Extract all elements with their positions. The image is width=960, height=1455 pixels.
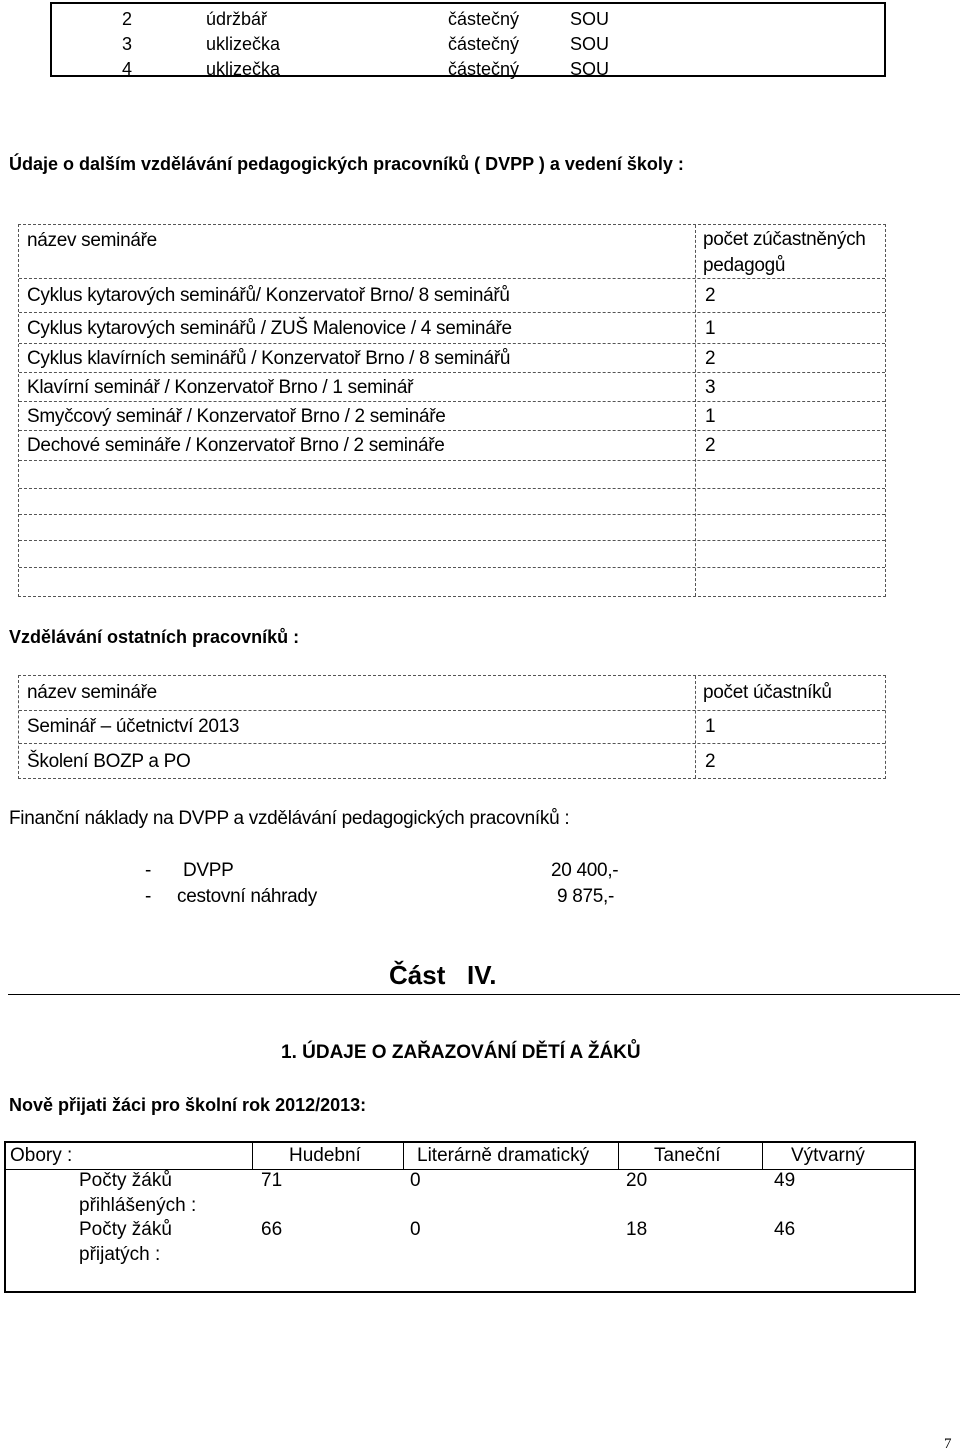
empty-row (19, 489, 885, 515)
empty-row (19, 541, 885, 568)
table-row (19, 279, 885, 313)
value-tanecni: 20 (626, 1170, 648, 1191)
cost-label: cestovní náhrady (177, 886, 317, 907)
participants-header: počet účastníků (703, 682, 832, 703)
table-row (19, 711, 885, 744)
other-staff-table (18, 675, 886, 779)
seminar-name: Dechové semináře / Konzervatoř Brno / 2 semináře (27, 435, 445, 456)
staff-role: uklizečka (206, 59, 281, 79)
staff-load: částečný (448, 59, 520, 79)
staff-no: 2 (122, 9, 133, 29)
staff-edu: SOU (570, 59, 610, 79)
seminar-count: 2 (705, 435, 716, 456)
cost-dash: - (145, 886, 152, 907)
seminar-count: 2 (705, 751, 716, 772)
dvpp-heading: Údaje o dalším vzdělávání pedagogických pracovníků ( DVPP ) a vedení školy : (9, 154, 684, 174)
obory-label: Obory : (10, 1145, 73, 1166)
staff-load: částečný (448, 34, 520, 54)
table-header-row (19, 225, 885, 279)
staff-role: údržbář (206, 9, 268, 29)
seminar-name: Seminář – účetnictví 2013 (27, 716, 240, 737)
seminar-name: Cyklus kytarových seminářů/ Konzervatoř Brno/ 8 seminářů (27, 285, 510, 306)
staff-no: 3 (122, 34, 133, 54)
part-title: Část IV. (389, 960, 497, 990)
costs-heading: Finanční náklady na DVPP a vzdělávání pedagogických pracovníků : (9, 808, 570, 829)
table-row (19, 431, 885, 461)
table-header-row (19, 676, 885, 711)
table-row (19, 744, 885, 780)
staff-no: 4 (122, 59, 133, 79)
admitted-heading: Nově přijati žáci pro školní rok 2012/2013: (9, 1095, 367, 1115)
staff-table (50, 2, 886, 77)
column-divider (762, 1143, 763, 1169)
value-hudebni: 71 (261, 1170, 283, 1191)
value-literarne: 0 (410, 1219, 421, 1240)
column-hudebni: Hudební (289, 1145, 361, 1166)
seminar-name: Školení BOZP a PO (27, 751, 191, 772)
column-divider (618, 1143, 619, 1169)
column-divider (252, 1143, 253, 1169)
cost-amount: 20 400,- (551, 860, 619, 881)
cost-amount: 9 875,- (557, 886, 615, 907)
column-tanecni: Taneční (654, 1145, 721, 1166)
row-label: Počty žáků (79, 1170, 172, 1191)
staff-edu: SOU (570, 9, 610, 29)
seminar-count: 1 (705, 406, 716, 427)
table-row (52, 32, 884, 57)
staff-load: částečný (448, 9, 520, 29)
column-vytvarny: Výtvarný (791, 1145, 865, 1166)
value-tanecni: 18 (626, 1219, 648, 1240)
seminar-count: 1 (705, 716, 716, 737)
empty-row (19, 461, 885, 489)
seminar-name: Klavírní seminář / Konzervatoř Brno / 1 seminář (27, 377, 414, 398)
table-row (52, 7, 884, 32)
value-literarne: 0 (410, 1170, 421, 1191)
table-row (19, 313, 885, 344)
column-literarne-dramaticky: Literárně dramatický (417, 1145, 590, 1166)
admissions-table (4, 1141, 916, 1293)
row-label: Počty žáků (79, 1219, 172, 1240)
seminar-count: 2 (705, 285, 716, 306)
divider (8, 994, 960, 995)
row-label: přihlášených : (79, 1195, 197, 1216)
row-label: přijatých : (79, 1244, 161, 1265)
participants-header-line2: pedagogů (703, 255, 786, 276)
empty-row (19, 568, 885, 598)
column-divider (403, 1143, 404, 1169)
seminar-table (18, 224, 886, 597)
seminar-name-header: název semináře (27, 230, 157, 251)
seminar-count: 3 (705, 377, 716, 398)
section-title: 1. ÚDAJE O ZAŘAZOVÁNÍ DĚTÍ A ŽÁKŮ (281, 1042, 641, 1063)
seminar-name: Cyklus klavírních seminářů / Konzervatoř Brno / 8 seminářů (27, 348, 511, 369)
table-row (19, 344, 885, 373)
participants-header (703, 227, 866, 278)
seminar-count: 2 (705, 348, 716, 369)
table-row (52, 57, 884, 82)
seminar-name: Cyklus kytarových seminářů / ZUŠ Malenovice / 4 semináře (27, 318, 512, 339)
seminar-count: 1 (705, 318, 716, 339)
participants-header-line1: počet zúčastněných (703, 229, 866, 250)
table-row (19, 373, 885, 402)
staff-role: uklizečka (206, 34, 281, 54)
value-vytvarny: 49 (774, 1170, 796, 1191)
value-hudebni: 66 (261, 1219, 283, 1240)
empty-row (19, 515, 885, 541)
table-header-row (6, 1143, 914, 1170)
page-number: 7 (944, 1436, 952, 1452)
other-staff-heading: Vzdělávání ostatních pracovníků : (9, 627, 300, 647)
cost-label: DVPP (183, 860, 234, 881)
table-row (19, 402, 885, 431)
staff-edu: SOU (570, 34, 610, 54)
value-vytvarny: 46 (774, 1219, 796, 1240)
cost-dash: - (145, 860, 152, 881)
seminar-name-header: název semináře (27, 682, 157, 703)
seminar-name: Smyčcový seminář / Konzervatoř Brno / 2 semináře (27, 406, 446, 427)
